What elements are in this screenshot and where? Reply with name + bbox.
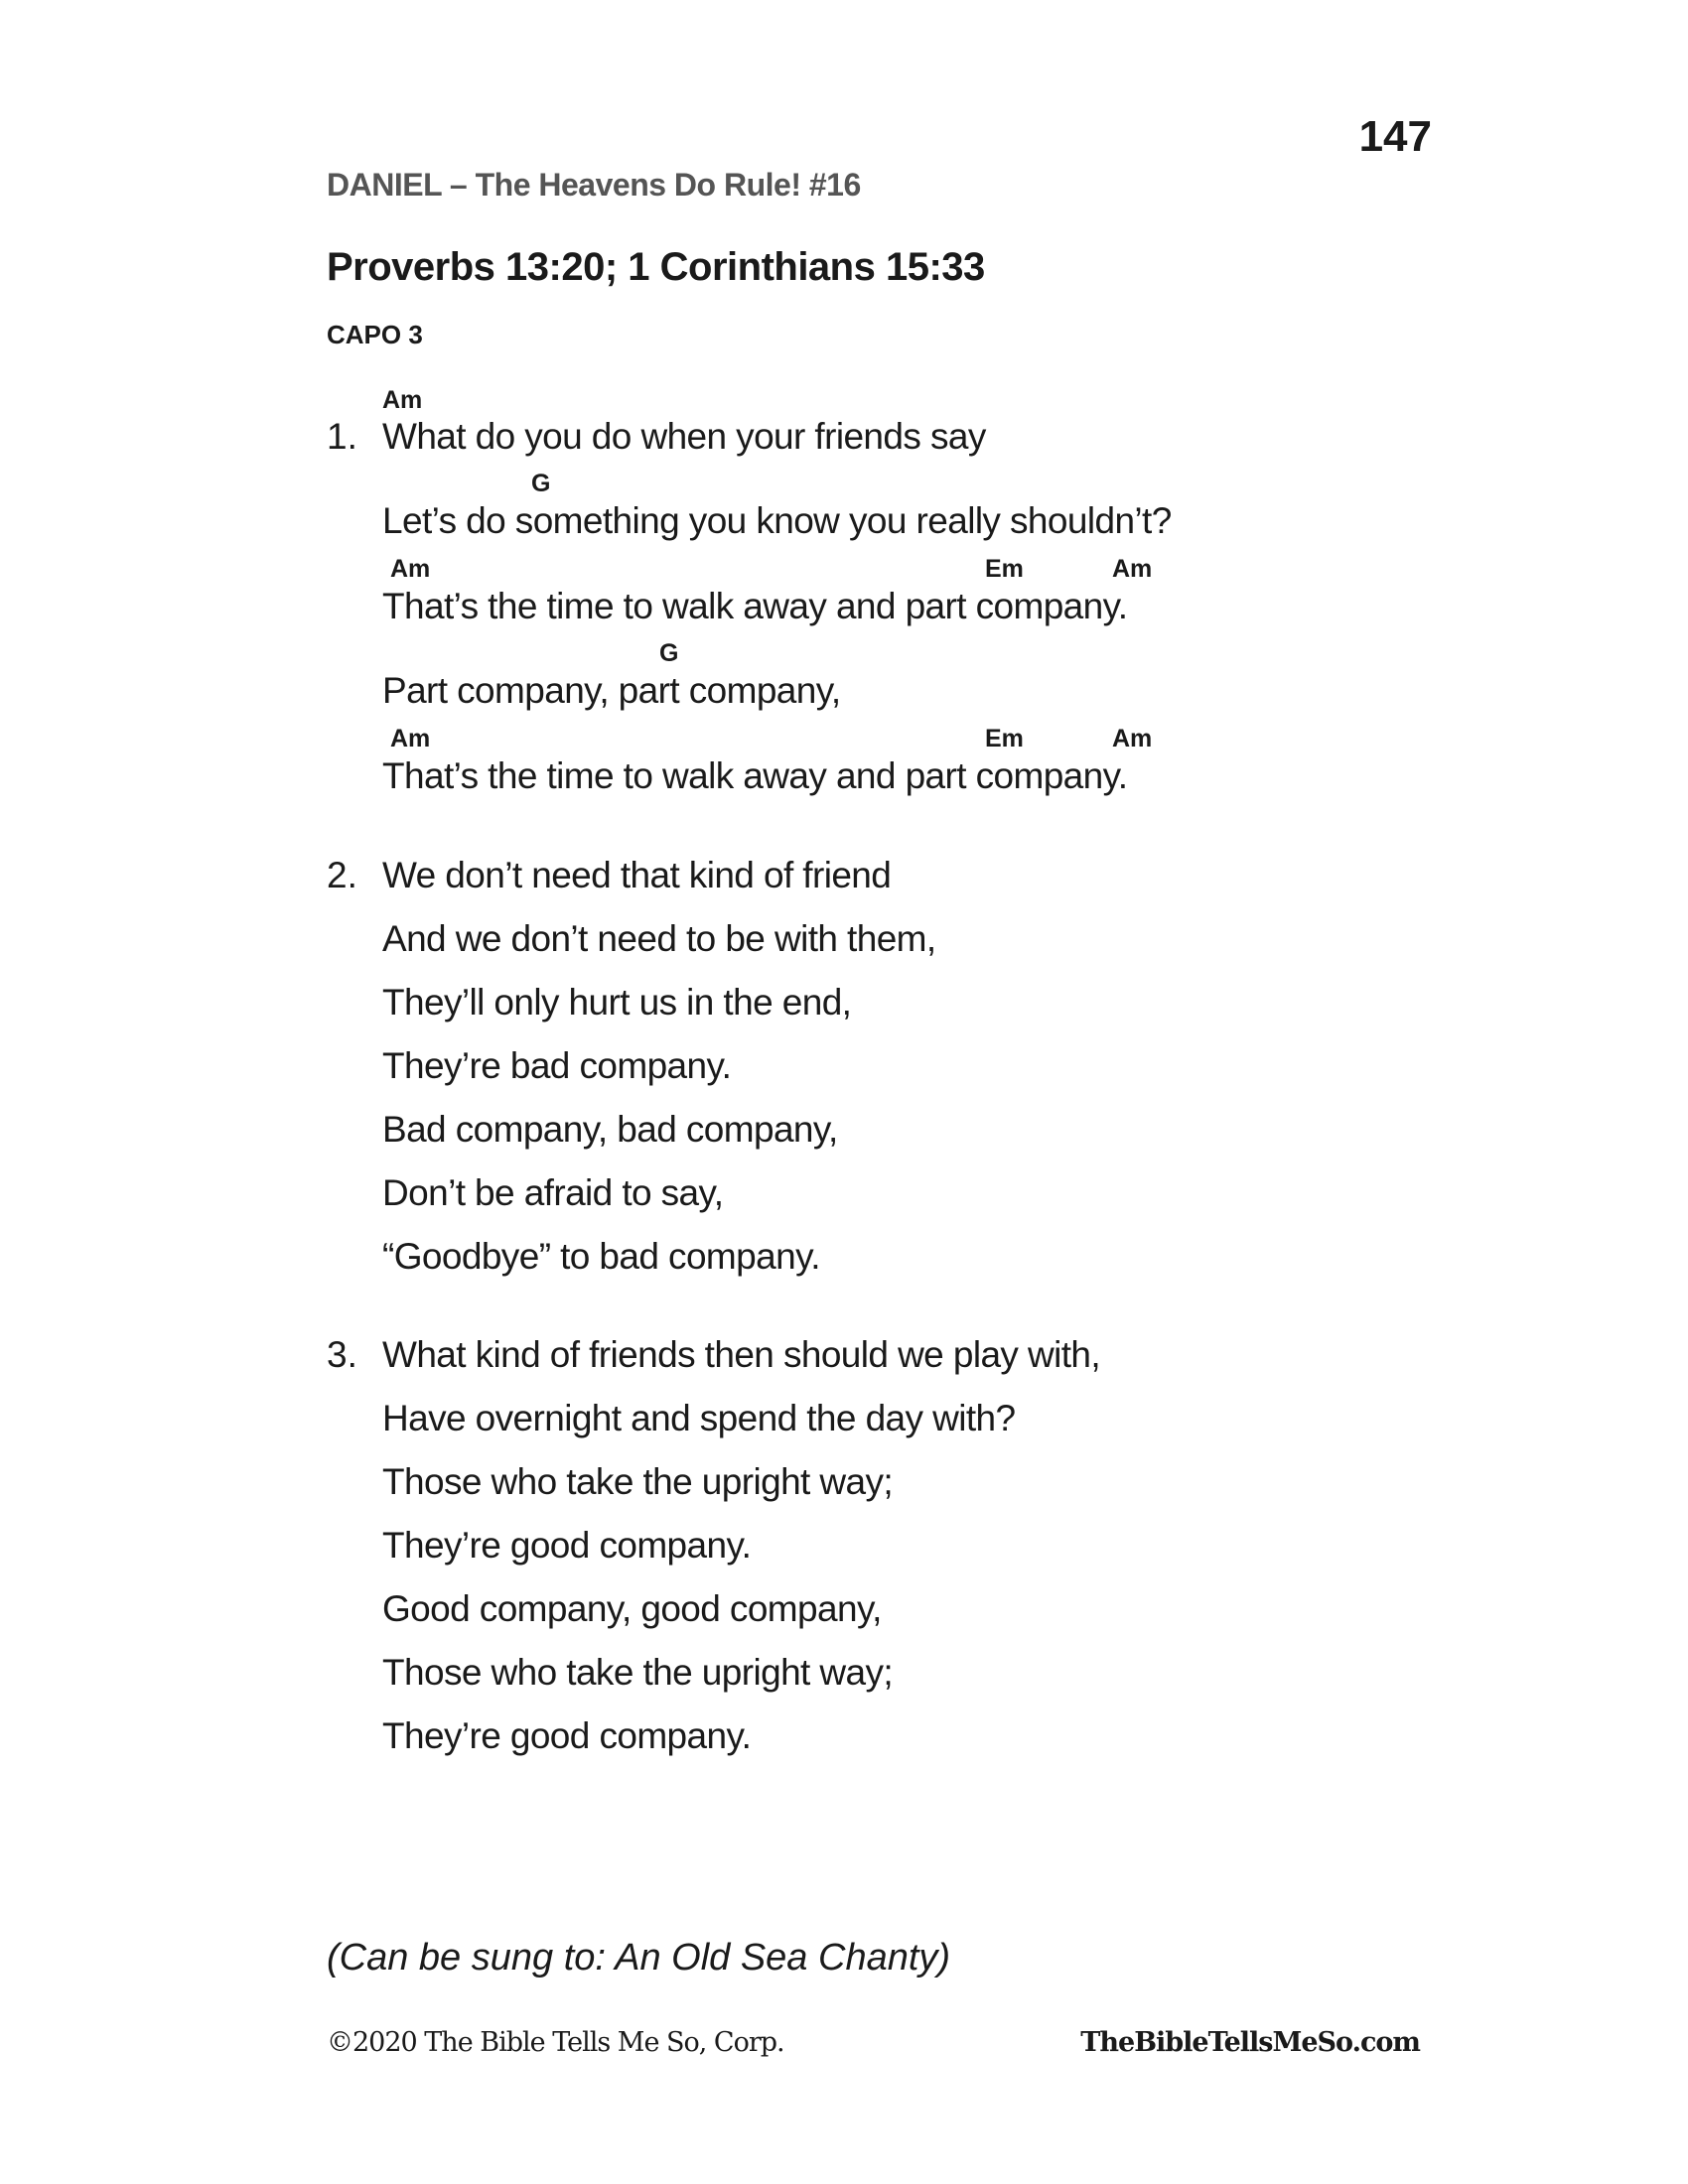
lyric-line: Part company, part company, <box>382 670 841 711</box>
tune-note: (Can be sung to: An Old Sea Chanty) <box>327 1937 951 1979</box>
chord: Am <box>390 725 431 752</box>
website-link[interactable]: TheBibleTellsMeSo.com <box>1080 2027 1420 2058</box>
page-number: 147 <box>1358 112 1432 161</box>
verse-number: 2. <box>327 855 357 895</box>
chord: Em <box>985 725 1024 752</box>
chord: G <box>531 470 551 497</box>
chord: G <box>659 639 679 667</box>
copyright: ©2020 The Bible Tells Me So, Corp. <box>327 2027 784 2058</box>
scripture-reference: Proverbs 13:20; 1 Corinthians 15:33 <box>327 245 985 289</box>
chord: Am <box>390 555 431 583</box>
lyric-line: What do you do when your friends say <box>382 416 986 457</box>
lyric-line: Have overnight and spend the day with? <box>382 1398 1016 1438</box>
lyric-line: They’ll only hurt us in the end, <box>382 982 852 1023</box>
lyric-line: That’s the time to walk away and part company. <box>382 586 1128 626</box>
lyric-line: Let’s do something you know you really shouldn’t? <box>382 500 1172 541</box>
chord: Am <box>1112 555 1153 583</box>
chord: Em <box>985 555 1024 583</box>
lyric-line: Bad company, bad company, <box>382 1109 838 1150</box>
lyric-line: What kind of friends then should we play with, <box>382 1334 1101 1375</box>
lyric-line: Those who take the upright way; <box>382 1652 894 1693</box>
verse-number: 1. <box>327 416 357 457</box>
lyric-line: Those who take the upright way; <box>382 1461 894 1502</box>
lyric-line: Good company, good company, <box>382 1588 882 1629</box>
series-title: DANIEL – The Heavens Do Rule! #16 <box>327 167 861 203</box>
chord: Am <box>382 386 423 414</box>
lyric-line: That’s the time to walk away and part company. <box>382 755 1128 796</box>
lyric-line: “Goodbye” to bad company. <box>382 1236 820 1277</box>
lyric-line: They’re good company. <box>382 1715 752 1756</box>
capo-label: CAPO 3 <box>327 320 423 349</box>
lyric-line: And we don’t need to be with them, <box>382 918 936 959</box>
chord: Am <box>1112 725 1153 752</box>
lyric-line: We don’t need that kind of friend <box>382 855 892 895</box>
lyric-line: They’re bad company. <box>382 1045 732 1086</box>
lyric-line: Don’t be afraid to say, <box>382 1172 724 1213</box>
verse-number: 3. <box>327 1334 357 1375</box>
lyric-line: They’re good company. <box>382 1525 752 1566</box>
